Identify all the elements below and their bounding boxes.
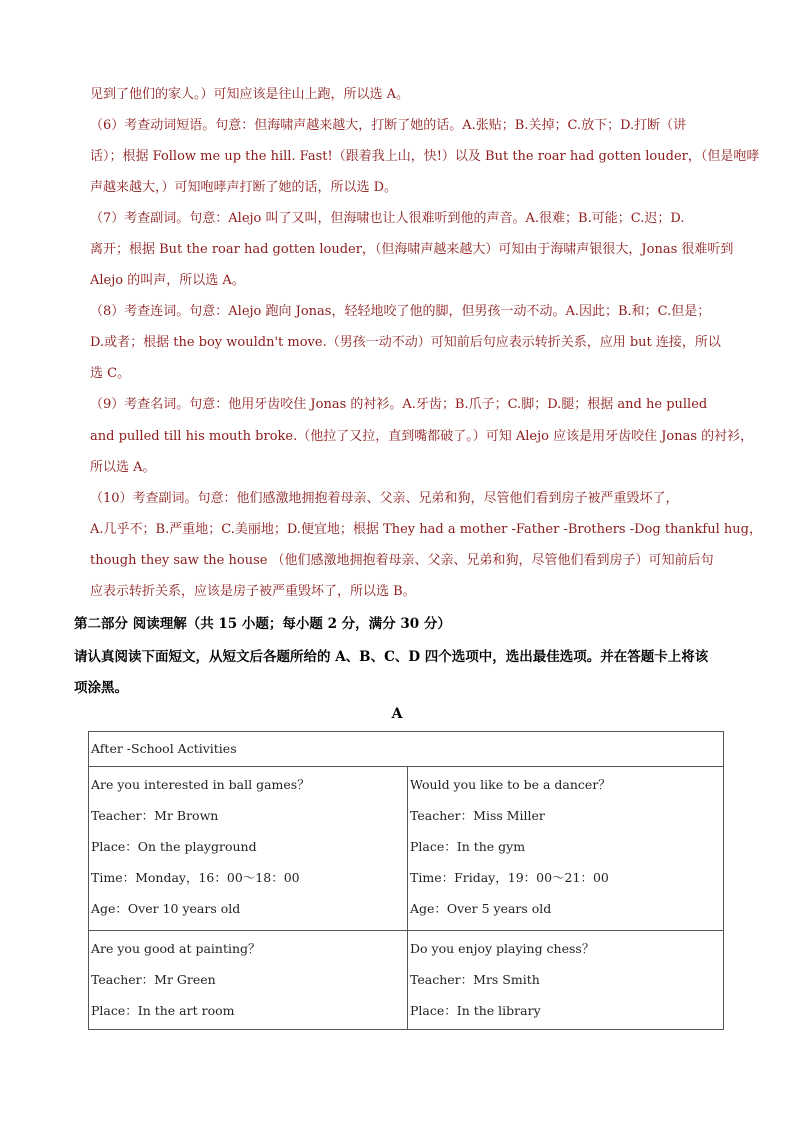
- explanation-line: 声越来越大，）可知咆哮声打断了她的话，所以选 D。: [90, 180, 398, 195]
- activity-place: Place：In the gym: [410, 839, 526, 854]
- explanation-line: and pulled till his mouth broke.（他拉了又拉，直到嘴都破了。）可知 Alejo 应该是用牙齿咬住 Jonas 的衬衫，: [90, 429, 754, 444]
- activity-time: Time：Monday，16：00～18：00: [91, 870, 300, 885]
- activity-cell-painting: [89, 931, 408, 1030]
- activity-place: Place：On the playground: [91, 839, 257, 854]
- explanation-line: though they saw the house （他们感激地拥抱着母亲、父亲、兄弟和狗，尽管他们看到房子）可知前后句: [90, 553, 714, 568]
- explanation-line: （10）考查副词。句意：他们感激地拥抱着母亲、父亲、兄弟和狗，尽管他们看到房子被严重毁坏了，: [90, 491, 679, 506]
- explanation-line: 离开；根据 But the roar had gotten louder，（但海啸声越来越大）可知由于海啸声银很大，Jonas 很难听到: [90, 242, 734, 257]
- activity-place: Place：In the art room: [91, 1003, 235, 1018]
- explanation-line: （7）考查副词。句意：Alejo 叫了又叫，但海啸也让人很难听到他的声音。A.很难；B.可能；C.迟；D.: [90, 211, 685, 226]
- table-title: After -School Activities: [89, 732, 724, 767]
- activity-place: Place：In the library: [410, 1003, 541, 1018]
- activity-question: Are you interested in ball games？: [91, 777, 310, 792]
- explanation-line: D.或者；根据 the boy wouldn't move.（男孩一动不动）可知前后句应表示转折关系，应用 but 连接，所以: [90, 335, 721, 350]
- explanation-line: Alejo 的叫声，所以选 A。: [90, 273, 245, 288]
- section-instruction: 项涂黑。: [74, 680, 128, 696]
- explanation-line: 应表示转折关系，应该是房子被严重毁坏了，所以选 B。: [90, 584, 416, 599]
- activity-teacher: Teacher：Mr Green: [91, 972, 216, 987]
- explanation-line: （9）考查名词。句意：他用牙齿咬住 Jonas 的衬衫。A.牙齿；B.爪子；C.脚；D.腿；根据 and he pulled: [90, 397, 708, 412]
- activity-teacher: Teacher：Miss Miller: [410, 808, 545, 823]
- table-row: [89, 931, 724, 1030]
- table-row: [89, 732, 724, 767]
- section-heading: 第二部分 阅读理解（共 15 小题；每小题 2 分，满分 30 分）: [74, 616, 451, 632]
- activity-cell-dancer: [408, 767, 724, 931]
- table-row: [89, 767, 724, 931]
- explanation-line: （8）考查连词。句意：Alejo 跑向 Jonas，轻轻地咬了他的脚，但男孩一动不动。A.因此；B.和；C.但是；: [90, 304, 711, 319]
- activity-time: Time：Friday，19：00～21：00: [410, 870, 609, 885]
- explanation-line: A.几乎不；B.严重地；C.美丽地；D.便宜地；根据 They had a mother -Father -Brothers -Dog thankful hug，: [90, 522, 762, 537]
- activity-cell-ball-games: [89, 767, 408, 931]
- explanation-line: （6）考查动词短语。句意：但海啸声越来越大，打断了她的话。A.张贴；B.关掉；C.放下；D.打断（讲: [90, 118, 687, 133]
- activity-teacher: Teacher：Mr Brown: [91, 808, 219, 823]
- explanation-line: 所以选 A。: [90, 460, 156, 475]
- activity-age: Age：Over 10 years old: [91, 901, 241, 916]
- activities-table: [88, 731, 724, 1030]
- activity-question: Do you enjoy playing chess？: [410, 941, 595, 956]
- activity-cell-chess: [408, 931, 724, 1030]
- activity-teacher: Teacher：Mrs Smith: [410, 972, 540, 987]
- section-instruction: 请认真阅读下面短文，从短文后各题所给的 A、B、C、D 四个选项中，选出最佳选项。并在答题卡上将该: [74, 649, 709, 665]
- activity-question: Are you good at painting？: [91, 941, 261, 956]
- passage-label: A: [391, 706, 403, 722]
- activity-age: Age：Over 5 years old: [410, 901, 552, 916]
- activity-question: Would you like to be a dancer？: [410, 777, 611, 792]
- explanation-line: 选 C。: [90, 366, 131, 381]
- explanation-line: 话）；根据 Follow me up the hill. Fast!（跟着我上山，快!）以及 But the roar had gotten louder，（但是咆哮: [90, 149, 760, 164]
- explanation-line: 见到了他们的家人。）可知应该是往山上跑，所以选 A。: [90, 87, 410, 102]
